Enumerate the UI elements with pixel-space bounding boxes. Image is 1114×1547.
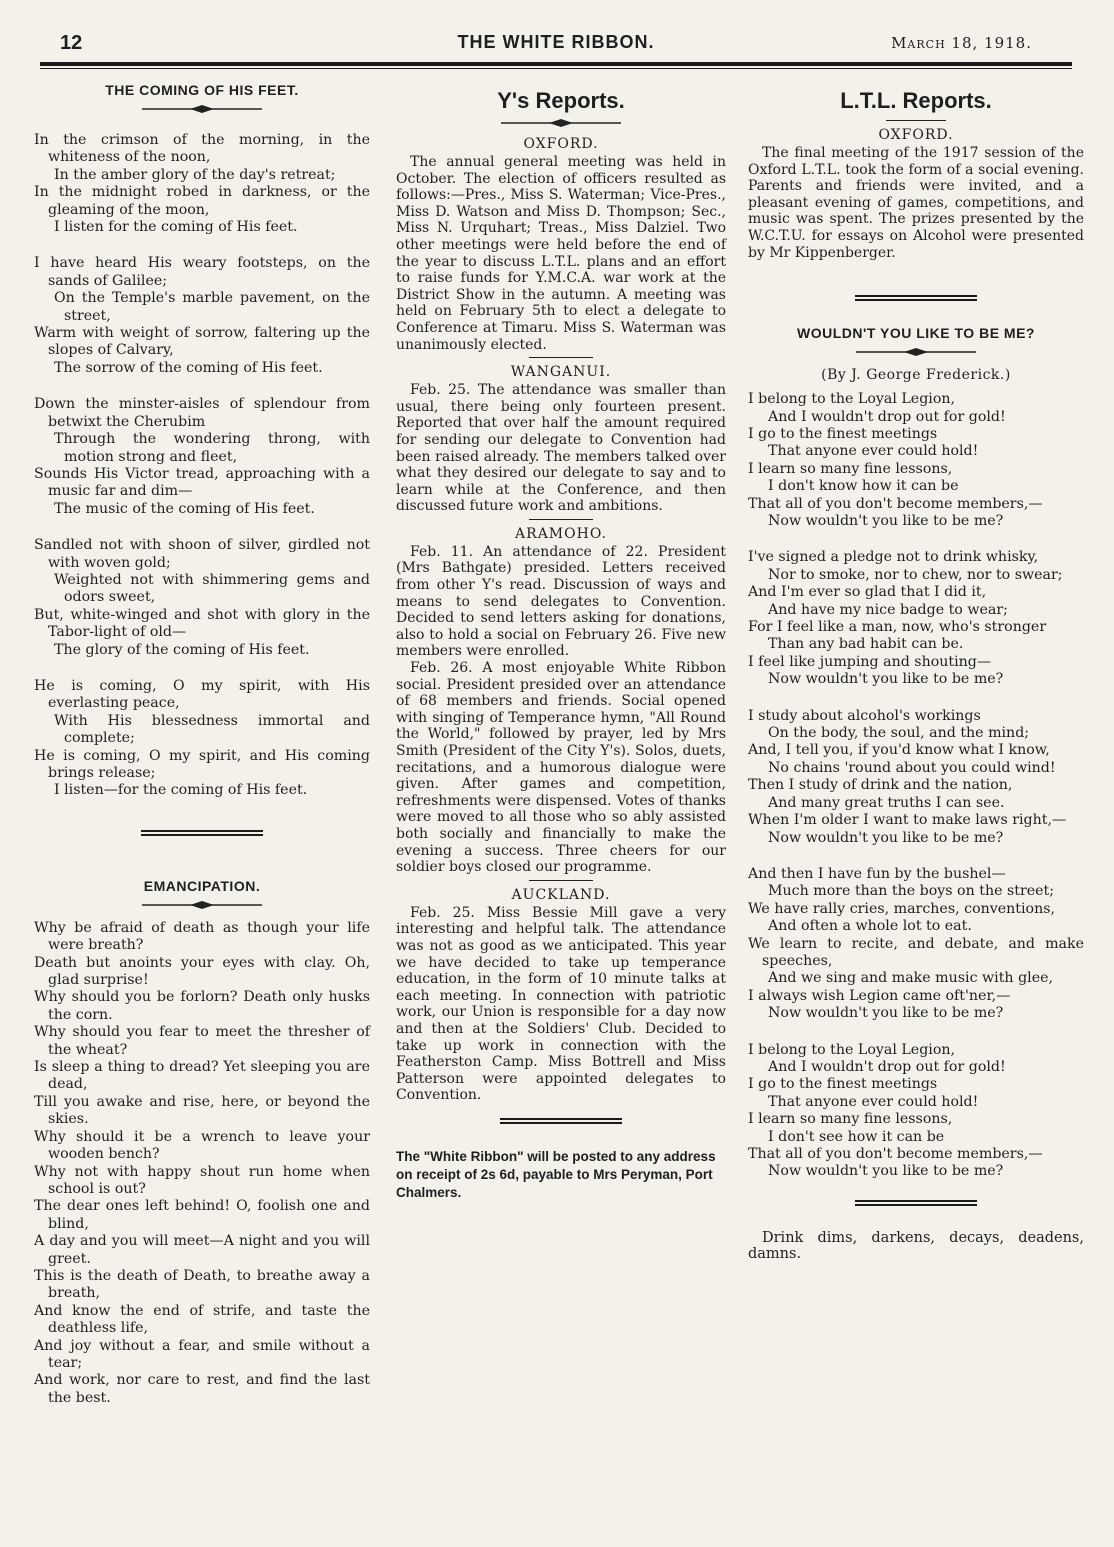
poem-line: This is the death of Death, to breathe away a breath, <box>34 1267 370 1302</box>
ornament-divider <box>142 900 262 910</box>
poem-line: And we sing and make music with glee, <box>768 970 1053 987</box>
poem-line: I don't know how it can be <box>768 478 959 495</box>
poem-line: Nor to smoke, nor to chew, nor to swear; <box>768 566 1063 583</box>
page-header <box>40 30 1072 60</box>
poem-line: No chains 'round about you could wind! <box>768 759 1056 776</box>
report-rule <box>529 357 593 358</box>
poem-line: Now wouldn't you like to be me? <box>768 513 1004 529</box>
poem-line: Weighted not with shimmering gems and odors sweet, <box>54 571 370 606</box>
poem-line: I always wish Legion came oft'ner,— <box>748 987 1011 1004</box>
poem-line: I have heard His weary footsteps, on the sands of Galilee; <box>34 255 370 289</box>
poem-line: Why not with happy shout run home when school is out? <box>34 1163 370 1197</box>
header-rule <box>40 62 1072 66</box>
poem-line: I feel like jumping and shouting— <box>748 653 992 670</box>
poem-line: And I'm ever so glad that I did it, <box>748 584 987 601</box>
poem-line: Till you awake and rise, here, or beyond the skies. <box>34 1093 370 1128</box>
poem-line: I listen for the coming of His feet. <box>54 219 298 236</box>
poem-line: Now wouldn't you like to be me? <box>768 671 1004 688</box>
report-paragraph: The annual general meeting was held in October. The election of officers resulted as follows:—Pres., Miss S. Waterman; Vice-Pres., Miss D. Watson and Miss D. Thompson; Sec., Miss N. Urquhart; Treas., Miss Dalziel. Two other meetings were held before the end of the year to discuss L.T.L. plans and an effort to raise funds for Y.M.C.A. war work at the District Show in the autumn. A meeting was held on February 5th to elect a delegate to Conference at Timaru. Miss S. Waterman was unanimously elected. <box>396 154 726 353</box>
poem-line: In the amber glory of the day's retreat; <box>54 166 336 183</box>
poem-line: In the midnight robed in darkness, or the gleaming of the moon, <box>34 184 370 218</box>
poem-stanza <box>748 391 1084 530</box>
report-body <box>396 382 726 515</box>
ltl-title: L.T.L. Reports. <box>840 88 992 113</box>
poem-line: Now wouldn't you like to be me? <box>768 829 1004 846</box>
report-body <box>396 154 726 353</box>
column-left <box>34 80 370 1407</box>
subscription-notice: The "White Ribbon" will be posted to any address on receipt of 2s 6d, payable to Mrs Peryman, Port Chalmers. <box>396 1148 716 1200</box>
report-paragraph: Feb. 11. An attendance of 22. President (Mrs Bathgate) presided. Letters received from other Y's read. Discussion of ways and means to send delegates to Convention. Decided to send letters asking for donations, also to hold a social on February 26. Five new members were enrolled. <box>396 543 726 660</box>
poem-line: And have my nice badge to wear; <box>768 601 1008 618</box>
report-paragraph: Feb. 25. The attendance was smaller than usual, there being only fourteen present. Reported that over half the amount required for sending our delegate to Convention had been raised already. The members talked over what they desired our delegate to say and to learn while at the Conference, and then discussed future work and ambitions. <box>396 382 726 515</box>
poem-line: I belong to the Loyal Legion, <box>748 391 956 408</box>
poem-line: The glory of the coming of His feet. <box>54 641 310 658</box>
poem-line: And, I tell you, if you'd know what I know, <box>748 742 1050 759</box>
closing-line <box>748 1230 1084 1263</box>
header-rule-thin <box>40 68 1072 69</box>
report-place: WANGANUI. <box>510 364 612 381</box>
poem-line: Through the wondering throng, with motion strong and fleet, <box>54 431 370 465</box>
column-right <box>748 80 1084 1263</box>
ltl-place: OXFORD. <box>878 127 954 143</box>
poem-stanza <box>34 255 370 377</box>
poem-stanza <box>34 396 370 518</box>
wouldnt-title: WOULDN'T YOU LIKE TO BE ME? <box>797 325 1035 342</box>
poem-line: Then I study of drink and the nation, <box>748 777 1013 794</box>
ornament-divider <box>856 347 976 357</box>
poem-stanza <box>748 866 1084 1023</box>
section-rule <box>141 830 263 836</box>
poem-line: Why be afraid of death as though your life were breath? <box>34 919 370 954</box>
wouldnt-byline: (By J. George Frederick.) <box>821 367 1011 384</box>
masthead: THE WHITE RIBBON. <box>457 32 655 52</box>
poem-line: I study about alcohol's workings <box>748 707 981 724</box>
poem-line: That anyone ever could hold! <box>768 1093 979 1110</box>
poem-line: In the crimson of the morning, in the whiteness of the noon, <box>34 132 370 166</box>
poem-line: When I'm older I want to make laws right,— <box>748 812 1067 829</box>
report-place: AUCKLAND. <box>511 886 611 903</box>
section-rule <box>855 295 977 301</box>
poem-line: Why should it be a wrench to leave your wooden bench? <box>34 1128 370 1163</box>
poem-stanza <box>34 678 370 800</box>
poem-stanza <box>748 1042 1084 1181</box>
poem-line: Now wouldn't you like to be me? <box>768 1005 1004 1022</box>
poem-stanza <box>748 549 1084 688</box>
poem-line: And I wouldn't drop out for gold! <box>768 1058 1006 1075</box>
report-body <box>396 544 726 876</box>
ys-reports <box>396 136 726 1104</box>
poem-line: Why should you be forlorn? Death only husks the corn. <box>34 989 370 1023</box>
wouldnt-poem <box>748 391 1084 1181</box>
poem-line: And know the end of strife, and taste the deathless life, <box>34 1302 370 1337</box>
poem-line: The music of the coming of His feet. <box>54 500 315 517</box>
poem-line: I've signed a pledge not to drink whisky, <box>748 549 1039 566</box>
poem-line: On the Temple's marble pavement, on the street, <box>54 290 370 324</box>
report-place: OXFORD. <box>523 136 599 152</box>
poem-line: But, white-winged and shot with glory in the Tabor-light of old— <box>34 606 370 641</box>
poem-line: We have rally cries, marches, conventions, <box>748 900 1056 917</box>
report-body <box>396 905 726 1104</box>
poem-line: He is coming, O my spirit, and His coming brings release; <box>34 747 370 781</box>
coming-poem <box>34 132 370 800</box>
coming-title: THE COMING OF HIS FEET. <box>105 82 299 98</box>
poem-line: And often a whole lot to eat. <box>768 918 972 935</box>
poem-line: Is sleep a thing to dread? Yet sleeping you are dead, <box>34 1059 370 1093</box>
report-rule <box>529 880 593 881</box>
report-paragraph: Feb. 26. A most enjoyable White Ribbon social. President presided over an attendance of 68 members and friends. Social opened with singing of Temperance hymn, "All Round the World," followed by prayer, led by Mrs Smith (President of the City Y's). Solos, duets, recitations, and a humorous dialogue were given. After games and competition, refreshments were dispensed. Votes of thanks were moved to all those who so ably assisted both socially and financially to make the evening a success. Three cheers for our soldier boys closed our programme. <box>396 660 726 876</box>
poem-line: Sounds His Victor tread, approaching with a music far and dim— <box>34 465 370 500</box>
poem-line: That all of you don't become members,— <box>748 495 1043 512</box>
poem-line: The dear ones left behind! O, foolish one and blind, <box>34 1198 370 1232</box>
ornament-divider <box>501 118 621 128</box>
closing-text: Drink dims, darkens, decays, deadens, damns. <box>748 1229 1084 1263</box>
poem-line: A day and you will meet—A night and you will greet. <box>34 1233 370 1267</box>
poem-line: Now wouldn't you like to be me? <box>768 1163 1004 1180</box>
poem-line: The sorrow of the coming of His feet. <box>54 359 323 376</box>
section-rule <box>500 1118 622 1124</box>
poem-line: And joy without a fear, and smile without a tear; <box>34 1337 370 1371</box>
poem-line: With His blessedness immortal and complete; <box>54 712 370 747</box>
issue-date: March 18, 1918. <box>891 34 1032 52</box>
poem-line: Warm with weight of sorrow, faltering up the slopes of Calvary, <box>34 325 370 359</box>
ornament-divider <box>142 104 262 114</box>
emancipation-title: EMANCIPATION. <box>143 877 261 894</box>
column-middle <box>396 80 726 1202</box>
section-rule <box>855 1200 977 1206</box>
poem-line: I go to the finest meetings <box>748 1076 938 1093</box>
poem-line: He is coming, O my spirit, with His everlasting peace, <box>34 677 370 712</box>
poem-stanza <box>34 537 370 659</box>
ys-title: Y's Reports. <box>497 88 625 113</box>
poem-line: And work, nor care to rest, and find the last the best. <box>34 1372 370 1406</box>
poem-line: Much more than the boys on the street; <box>768 883 1055 900</box>
poem-line: And I wouldn't drop out for gold! <box>768 408 1006 425</box>
ltl-report <box>748 145 1084 261</box>
poem-line: And many great truths I can see. <box>768 794 1005 811</box>
poem-line: We learn to recite, and debate, and make speeches, <box>748 935 1084 969</box>
poem-line: Down the minster-aisles of splendour from betwixt the Cherubim <box>34 396 370 430</box>
poem-line: I learn so many fine lessons, <box>748 460 953 477</box>
poem-line: I go to the finest meetings <box>748 425 938 442</box>
report-place: ARAMOHO. <box>515 525 607 542</box>
report-paragraph: Feb. 25. Miss Bessie Mill gave a very interesting and helpful talk. The attendance was not as good as we anticipated. This year we have decided to take up temperance education, in the form of 10 minute talks at each meeting. In connection with patriotic work, our Union is responsible for a day now and then at the Soldiers' Club. Decided to take up work in connection with the Featherston Camp. Miss Bottrell and Miss Patterson were appointed delegates to Convention. <box>396 904 726 1104</box>
poem-stanza <box>34 132 370 236</box>
poem-stanza <box>748 708 1084 847</box>
page-number: 12 <box>60 32 83 54</box>
poem-line: For I feel like a man, now, who's stronger <box>748 619 1047 636</box>
poem-line: That anyone ever could hold! <box>768 443 979 460</box>
report-rule <box>529 519 593 520</box>
title-rule <box>886 120 946 121</box>
poem-line: I don't see how it can be <box>768 1128 945 1145</box>
poem-line: That all of you don't become members,— <box>748 1146 1043 1162</box>
poem-line: On the body, the soul, and the mind; <box>768 725 1030 742</box>
poem-line: Why should you fear to meet the thresher of the wheat? <box>34 1024 370 1058</box>
poem-line: I listen—for the coming of His feet. <box>54 782 308 799</box>
poem-line: I belong to the Loyal Legion, <box>748 1041 956 1058</box>
poem-line: Than any bad habit can be. <box>768 636 964 653</box>
poem-line: And then I have fun by the bushel— <box>748 865 1006 882</box>
poem-line: I learn so many fine lessons, <box>748 1111 953 1128</box>
poem-line: Sandled not with shoon of silver, girdled not with woven gold; <box>34 537 370 571</box>
poem-line: Death but anoints your eyes with clay. Oh, glad surprise! <box>34 954 370 989</box>
ltl-text: The final meeting of the 1917 session of the Oxford L.T.L. took the form of a social evening. Parents and friends were invited, and a pleasant evening of games, competitions, and music was spent. The prizes presented by the W.C.T.U. for essays on Alcohol were presented by Mr Kippenberger. <box>748 145 1084 261</box>
emancipation-poem <box>34 920 370 1407</box>
